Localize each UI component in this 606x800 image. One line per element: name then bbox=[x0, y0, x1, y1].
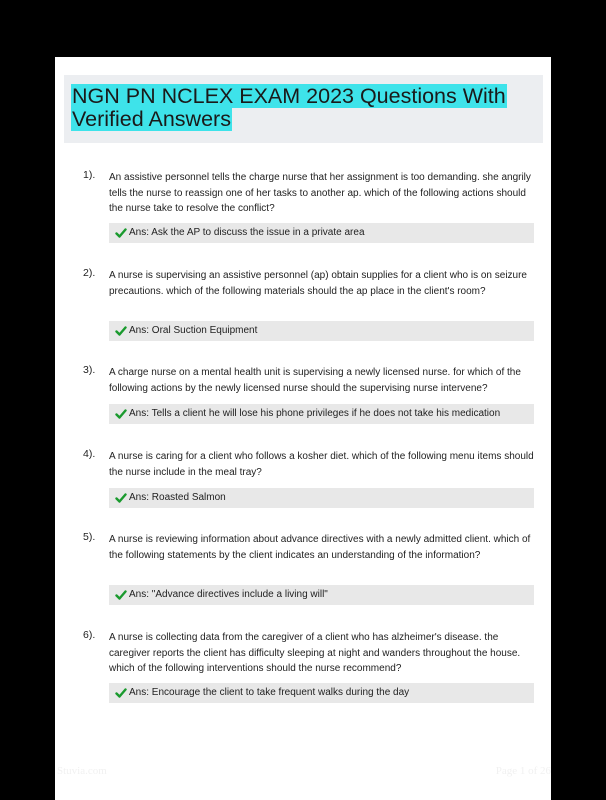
answer-text: Ans: Encourage the client to take frequent walks during the day bbox=[129, 687, 410, 698]
answer-bar bbox=[109, 683, 534, 703]
check-icon bbox=[115, 325, 127, 337]
question-text: A nurse is caring for a client who follows a kosher diet. which of the following menu items should the nurse include in the meal tray? bbox=[109, 451, 534, 478]
answer-bar bbox=[109, 585, 534, 605]
answer-bar bbox=[109, 223, 534, 243]
answer-text: Ans: "Advance directives include a living will" bbox=[129, 589, 328, 600]
document-page bbox=[55, 57, 551, 800]
question-number: 3). bbox=[83, 364, 96, 376]
question-number: 4). bbox=[83, 448, 96, 460]
question-text: A nurse is collecting data from the caregiver of a client who has alzheimer's disease. the caregiver reports the client has difficulty sleeping at night and wanders throughout the house. which of the following interventions should the nurse recommend? bbox=[109, 632, 521, 674]
answer-bar bbox=[109, 488, 534, 508]
check-icon bbox=[115, 589, 127, 601]
question-number: 2). bbox=[83, 267, 96, 279]
question-number: 5). bbox=[83, 531, 96, 543]
answer-text: Ans: Roasted Salmon bbox=[129, 492, 226, 503]
footer-source-text: Stuvia.com bbox=[57, 765, 107, 777]
page-title bbox=[71, 85, 531, 131]
footer-page-number: Page 1 of 26 bbox=[495, 765, 551, 777]
title-box bbox=[64, 75, 543, 143]
question-text: A charge nurse on a mental health unit is supervising a newly licensed nurse. for which of the following actions by the newly licensed nurse should the supervising nurse intervene? bbox=[109, 367, 521, 394]
answer-text: Ans: Tells a client he will lose his phone privileges if he does not take his medication bbox=[129, 408, 501, 419]
answer-text: Ans: Oral Suction Equipment bbox=[129, 325, 258, 336]
question-text: A nurse is supervising an assistive personnel (ap) obtain supplies for a client who is on seizure precautions. which of the following materials should the ap place in the client's room? bbox=[109, 270, 527, 297]
check-icon bbox=[115, 687, 127, 699]
check-icon bbox=[115, 408, 127, 420]
question-text: An assistive personnel tells the charge nurse that her assignment is too demanding. she angrily tells the nurse to reassign one of her tasks to another ap. which of the following actions should the nurse take to resolve the conflict? bbox=[109, 172, 531, 214]
question-number: 6). bbox=[83, 629, 96, 641]
answer-bar bbox=[109, 404, 534, 424]
question-number: 1). bbox=[83, 169, 96, 181]
answer-text: Ans: Ask the AP to discuss the issue in a private area bbox=[129, 227, 365, 238]
check-icon bbox=[115, 227, 127, 239]
question-text: A nurse is reviewing information about advance directives with a newly admitted client. which of the following statements by the client indicates an understanding of the information? bbox=[109, 534, 531, 561]
check-icon bbox=[115, 492, 127, 504]
page-title-text: NGN PN NCLEX EXAM 2023 Questions With Verified Answers bbox=[72, 84, 506, 131]
answer-bar bbox=[109, 321, 534, 341]
